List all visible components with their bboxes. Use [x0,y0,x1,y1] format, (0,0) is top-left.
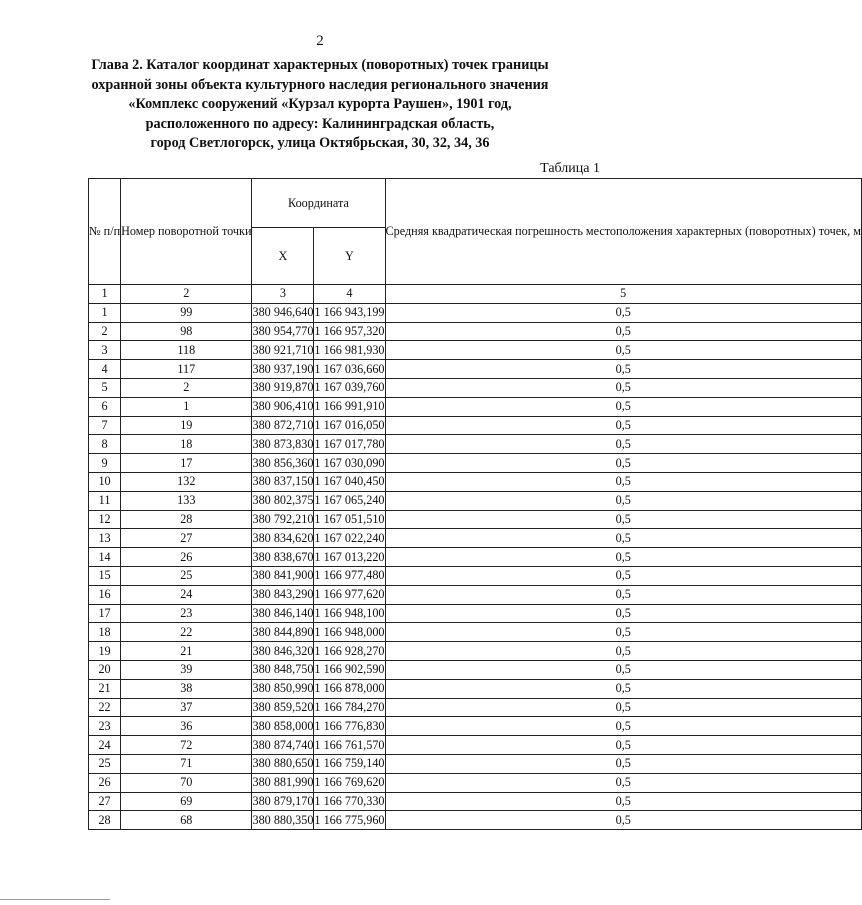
x-coordinate-cell: 380 919,870 [252,378,314,397]
header-y: Y [314,228,385,285]
x-coordinate-cell: 380 880,350 [252,811,314,830]
error-cell: 0,5 [385,792,861,811]
point-number-cell: 132 [121,472,252,491]
row-number-cell: 1 [89,303,121,322]
column-number: 2 [121,285,252,304]
error-cell: 0,5 [385,529,861,548]
error-cell: 0,5 [385,341,861,360]
error-cell: 0,5 [385,698,861,717]
x-coordinate-cell: 380 850,990 [252,679,314,698]
point-number-cell: 28 [121,510,252,529]
y-coordinate-cell: 1 167 022,240 [314,529,385,548]
error-cell: 0,5 [385,604,861,623]
point-number-cell: 19 [121,416,252,435]
table-row [89,660,862,679]
error-cell: 0,5 [385,435,861,454]
x-coordinate-cell: 380 873,830 [252,435,314,454]
table-row [89,360,862,379]
error-cell: 0,5 [385,642,861,661]
table-row [89,341,862,360]
row-number-cell: 27 [89,792,121,811]
page-number: 2 [316,33,324,49]
point-number-cell: 133 [121,491,252,510]
table-row [89,642,862,661]
y-coordinate-cell: 1 167 039,760 [314,378,385,397]
x-coordinate-cell: 380 874,740 [252,736,314,755]
x-coordinate-cell: 380 802,375 [252,491,314,510]
row-number-cell: 15 [89,566,121,585]
row-number-cell: 5 [89,378,121,397]
y-coordinate-cell: 1 166 769,620 [314,773,385,792]
x-coordinate-cell: 380 880,650 [252,754,314,773]
point-number-cell: 22 [121,623,252,642]
table-row [89,811,862,830]
column-number-row [89,285,862,304]
point-number-cell: 1 [121,397,252,416]
point-number-cell: 70 [121,773,252,792]
y-coordinate-cell: 1 166 991,910 [314,397,385,416]
chapter-heading [70,56,570,154]
table-row [89,717,862,736]
table-row [89,378,862,397]
point-number-cell: 68 [121,811,252,830]
row-number-cell: 24 [89,736,121,755]
row-number-cell: 2 [89,322,121,341]
row-number-cell: 21 [89,679,121,698]
error-cell: 0,5 [385,660,861,679]
x-coordinate-cell: 380 859,520 [252,698,314,717]
row-number-cell: 6 [89,397,121,416]
y-coordinate-cell: 1 166 943,199 [314,303,385,322]
x-coordinate-cell: 380 838,670 [252,548,314,567]
error-cell: 0,5 [385,566,861,585]
y-coordinate-cell: 1 166 977,620 [314,585,385,604]
error-cell: 0,5 [385,510,861,529]
table-row [89,604,862,623]
table-row [89,736,862,755]
table-row [89,454,862,473]
row-number-cell: 18 [89,623,121,642]
x-coordinate-cell: 380 856,360 [252,454,314,473]
row-number-cell: 16 [89,585,121,604]
row-number-cell: 20 [89,660,121,679]
error-cell: 0,5 [385,623,861,642]
error-cell: 0,5 [385,360,861,379]
table-row [89,773,862,792]
header-num: № п/п [89,179,121,285]
table-row [89,679,862,698]
table-row [89,623,862,642]
x-coordinate-cell: 380 921,710 [252,341,314,360]
point-number-cell: 26 [121,548,252,567]
header-x: X [252,228,314,285]
row-number-cell: 7 [89,416,121,435]
table-row [89,435,862,454]
row-number-cell: 26 [89,773,121,792]
error-cell: 0,5 [385,322,861,341]
error-cell: 0,5 [385,416,861,435]
x-coordinate-cell: 380 881,990 [252,773,314,792]
y-coordinate-cell: 1 167 016,050 [314,416,385,435]
error-cell: 0,5 [385,472,861,491]
point-number-cell: 39 [121,660,252,679]
y-coordinate-cell: 1 166 957,320 [314,322,385,341]
point-number-cell: 23 [121,604,252,623]
table-caption: Таблица 1 [540,161,600,176]
point-number-cell: 98 [121,322,252,341]
y-coordinate-cell: 1 166 776,830 [314,717,385,736]
heading-line: расположенного по адресу: Калининградская область, [145,115,495,132]
row-number-cell: 3 [89,341,121,360]
point-number-cell: 71 [121,754,252,773]
row-number-cell: 8 [89,435,121,454]
y-coordinate-cell: 1 167 030,090 [314,454,385,473]
y-coordinate-cell: 1 167 051,510 [314,510,385,529]
error-cell: 0,5 [385,811,861,830]
point-number-cell: 99 [121,303,252,322]
x-coordinate-cell: 380 872,710 [252,416,314,435]
table-row [89,566,862,585]
table-row [89,754,862,773]
row-number-cell: 22 [89,698,121,717]
error-cell: 0,5 [385,378,861,397]
error-cell: 0,5 [385,397,861,416]
error-cell: 0,5 [385,454,861,473]
point-number-cell: 37 [121,698,252,717]
header-point-number: Номер поворотной точки [121,179,252,285]
error-cell: 0,5 [385,754,861,773]
point-number-cell: 21 [121,642,252,661]
point-number-cell: 117 [121,360,252,379]
row-number-cell: 28 [89,811,121,830]
point-number-cell: 25 [121,566,252,585]
point-number-cell: 2 [121,378,252,397]
y-coordinate-cell: 1 166 878,000 [314,679,385,698]
x-coordinate-cell: 380 954,770 [252,322,314,341]
error-cell: 0,5 [385,585,861,604]
point-number-cell: 18 [121,435,252,454]
heading-line: Глава 2. Каталог координат характерных (поворотных) точек границы [91,57,549,73]
footer-divider [0,899,110,900]
error-cell: 0,5 [385,303,861,322]
x-coordinate-cell: 380 858,000 [252,717,314,736]
row-number-cell: 25 [89,754,121,773]
table-row [89,529,862,548]
error-cell: 0,5 [385,679,861,698]
error-cell: 0,5 [385,491,861,510]
x-coordinate-cell: 380 906,410 [252,397,314,416]
x-coordinate-cell: 380 843,290 [252,585,314,604]
error-cell: 0,5 [385,736,861,755]
x-coordinate-cell: 380 846,320 [252,642,314,661]
table-row [89,322,862,341]
y-coordinate-cell: 1 166 977,480 [314,566,385,585]
y-coordinate-cell: 1 166 759,140 [314,754,385,773]
row-number-cell: 19 [89,642,121,661]
point-number-cell: 69 [121,792,252,811]
point-number-cell: 27 [121,529,252,548]
point-number-cell: 118 [121,341,252,360]
y-coordinate-cell: 1 166 775,960 [314,811,385,830]
y-coordinate-cell: 1 167 065,240 [314,491,385,510]
coordinates-table [88,178,862,830]
x-coordinate-cell: 380 841,900 [252,566,314,585]
point-number-cell: 38 [121,679,252,698]
table-row [89,491,862,510]
row-number-cell: 17 [89,604,121,623]
error-cell: 0,5 [385,773,861,792]
x-coordinate-cell: 380 837,150 [252,472,314,491]
row-number-cell: 11 [89,491,121,510]
y-coordinate-cell: 1 166 902,590 [314,660,385,679]
column-number: 5 [385,285,861,304]
row-number-cell: 14 [89,548,121,567]
column-number: 4 [314,285,385,304]
x-coordinate-cell: 380 848,750 [252,660,314,679]
heading-line: город Светлогорск, улица Октябрьская, 30, 32, 34, 36 [150,135,490,152]
row-number-cell: 13 [89,529,121,548]
x-coordinate-cell: 380 937,190 [252,360,314,379]
table-row [89,792,862,811]
table-row [89,698,862,717]
y-coordinate-cell: 1 166 948,000 [314,623,385,642]
point-number-cell: 24 [121,585,252,604]
row-number-cell: 9 [89,454,121,473]
point-number-cell: 36 [121,717,252,736]
y-coordinate-cell: 1 166 770,330 [314,792,385,811]
table-row [89,585,862,604]
y-coordinate-cell: 1 167 017,780 [314,435,385,454]
point-number-cell: 72 [121,736,252,755]
y-coordinate-cell: 1 166 784,270 [314,698,385,717]
header-coordinate: Координата [252,179,385,228]
x-coordinate-cell: 380 792,210 [252,510,314,529]
table-row [89,416,862,435]
x-coordinate-cell: 380 846,140 [252,604,314,623]
y-coordinate-cell: 1 167 013,220 [314,548,385,567]
table-row [89,397,862,416]
x-coordinate-cell: 380 844,890 [252,623,314,642]
error-cell: 0,5 [385,717,861,736]
table-row [89,303,862,322]
row-number-cell: 10 [89,472,121,491]
y-coordinate-cell: 1 166 981,930 [314,341,385,360]
x-coordinate-cell: 380 946,640 [252,303,314,322]
y-coordinate-cell: 1 167 036,660 [314,360,385,379]
point-number-cell: 17 [121,454,252,473]
x-coordinate-cell: 380 879,170 [252,792,314,811]
y-coordinate-cell: 1 166 928,270 [314,642,385,661]
table-row [89,548,862,567]
table-body [89,285,862,830]
heading-line: «Комплекс сооружений «Курзал курорта Раушен», 1901 год, [128,96,512,113]
column-number: 1 [89,285,121,304]
column-number: 3 [252,285,314,304]
row-number-cell: 4 [89,360,121,379]
table-row [89,472,862,491]
heading-line: охранной зоны объекта культурного наследия регионального значения [91,76,549,93]
error-cell: 0,5 [385,548,861,567]
table-row [89,510,862,529]
row-number-cell: 23 [89,717,121,736]
x-coordinate-cell: 380 834,620 [252,529,314,548]
y-coordinate-cell: 1 167 040,450 [314,472,385,491]
header-error: Средняя квадратическая погрешность местоположения характерных (поворотных) точек, м [385,179,861,285]
y-coordinate-cell: 1 166 948,100 [314,604,385,623]
y-coordinate-cell: 1 166 761,570 [314,736,385,755]
row-number-cell: 12 [89,510,121,529]
